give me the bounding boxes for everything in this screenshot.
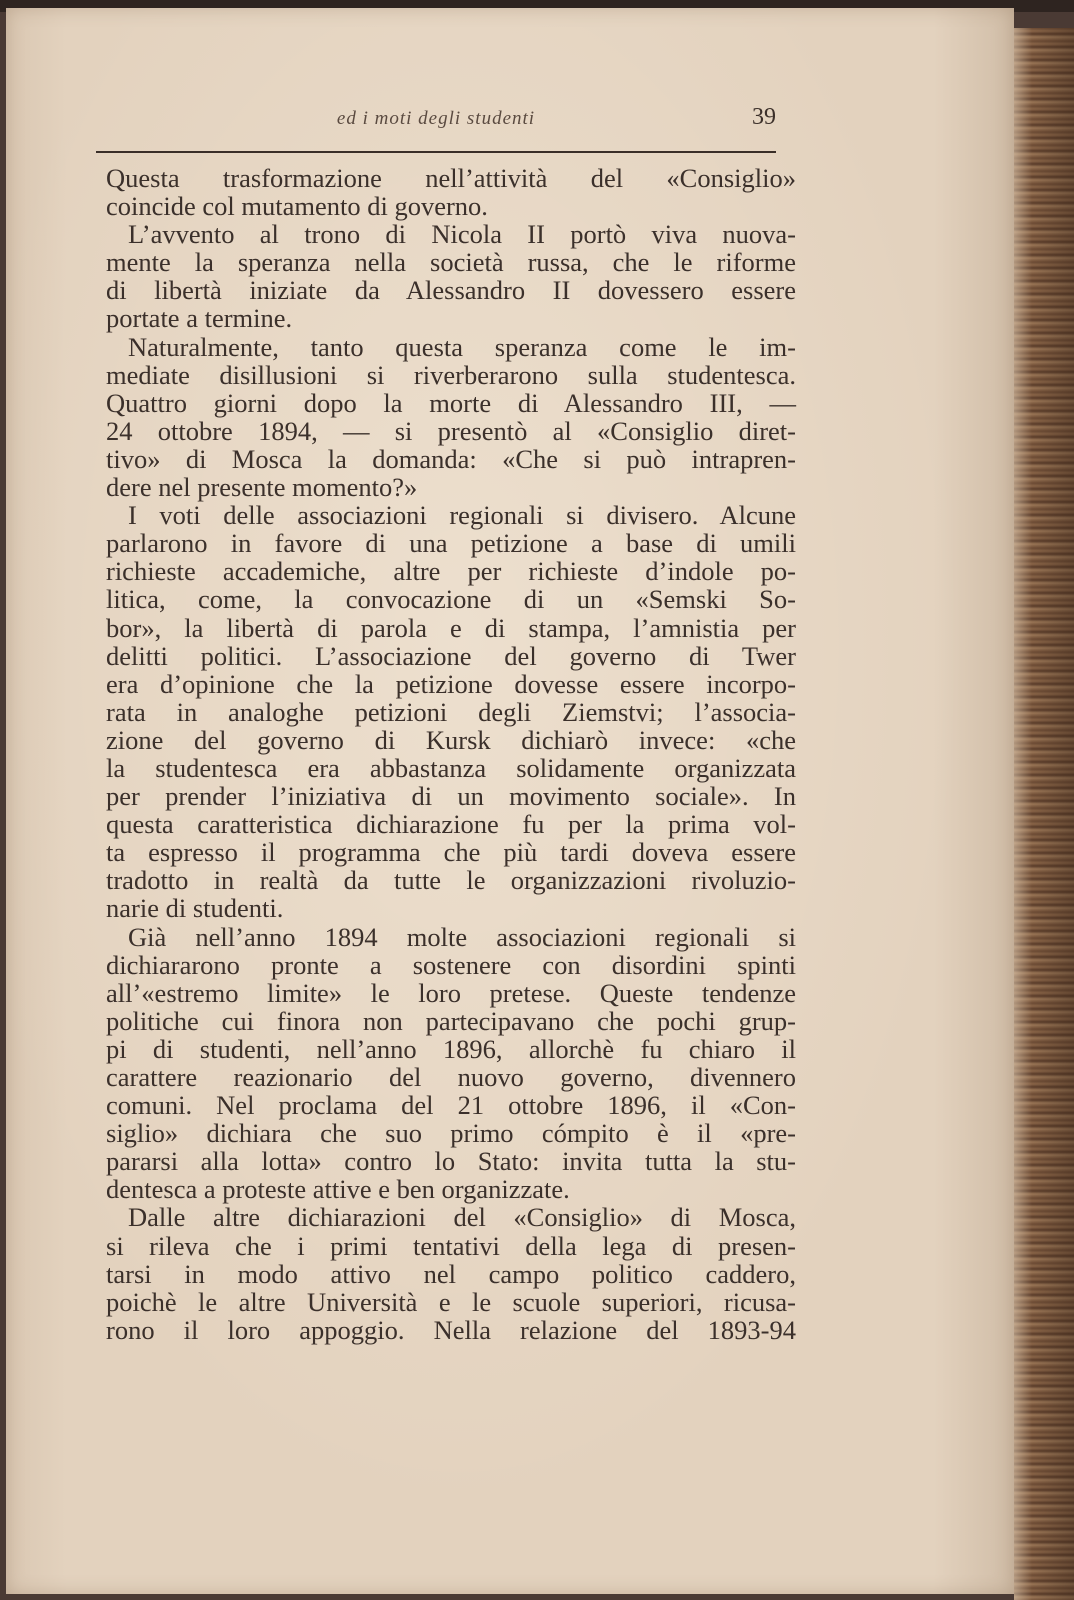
text-line: litica, come, la convocazione di un «Semski So- [106,584,796,615]
text-line: tarsi in modo attivo nel campo politico caddero, [106,1258,796,1289]
text-line: 24 ottobre 1894, — si presentò al «Consiglio diret- [106,415,796,446]
text-line: si rileva che i primi tentativi della lega di presen- [106,1230,796,1261]
text-line: Questa trasformazione nell’attività del «Consiglio» [106,163,796,193]
text-line: dere nel presente momento?» [106,472,418,503]
text-line: Dalle altre dichiarazioni del «Consiglio» di Mosca, [128,1202,796,1233]
text-line: all’«estremo limite» le loro pretese. Queste tendenze [106,977,796,1008]
text-line: questa caratteristica dichiarazione fu per la prima vol- [106,809,796,840]
text-line: dentesca a proteste attive e ben organizzate. [106,1174,570,1205]
text-line: siglio» dichiara che suo primo cómpito è il «pre- [106,1118,796,1149]
text-line: di libertà iniziate da Alessandro II dovessero essere [106,275,796,306]
text-line: rata in analoghe petizioni degli Ziemstvi; l’associa- [106,696,796,727]
text-line: narie di studenti. [106,893,284,924]
text-line: carattere reazionario del nuovo governo, divennero [106,1062,796,1092]
running-head: ed i moti degli studenti [336,108,536,129]
text-line: poichè le altre Università e le scuole superiori, ricusa- [106,1286,796,1317]
text-line: portate a termine. [106,303,293,334]
text-line: coincide col mutamento di governo. [106,191,488,222]
text-line: mente la speranza nella società russa, che le riforme [106,247,796,278]
text-line: dichiararono pronte a sostenere con disordini spinti [106,949,796,980]
text-line: comuni. Nel proclama del 21 ottobre 1896, il «Con- [106,1090,796,1121]
text-line: I voti delle associazioni regionali si divisero. Alcune [128,500,796,531]
text-line: Naturalmente, tanto questa speranza come le im- [128,331,796,362]
text-line: era d’opinione che la petizione dovesse essere incorpo- [106,668,796,699]
header-rule [96,151,776,153]
text-line: bor», la libertà di parola e di stampa, l’amnistia per [106,612,796,643]
text-line: tradotto in realtà da tutte le organizzazioni rivoluzio- [106,865,796,896]
text-line: zione del governo di Kursk dichiarò invece: «che [106,724,796,755]
book-spine [1014,28,1074,1600]
body-text [106,164,796,1344]
text-line: politiche cui finora non partecipavano che pochi grup- [106,1005,796,1036]
text-line: tivo» di Mosca la domanda: «Che si può intrapren- [106,443,796,474]
text-line: Quattro giorni dopo la morte di Alessandro III, — [106,387,796,418]
text-line: la studentesca era abbastanza solidamente organizzata [106,752,796,783]
text-line: pi di studenti, nell’anno 1896, allorchè fu chiaro il [106,1033,796,1064]
text-line: Già nell’anno 1894 molte associazioni regionali si [128,921,796,952]
text-line: per prender l’iniziativa di un movimento sociale». In [106,781,796,812]
text-line: pararsi alla lotta» contro lo Stato: invita tutta la stu- [106,1146,796,1177]
text-line: delitti politici. L’associazione del governo di Twer [106,640,796,671]
text-line: mediate disillusioni si riverberarono sulla studentesca. [106,359,796,390]
text-line: parlarono in favore di una petizione a base di umili [106,528,796,559]
page-number: 39 [752,104,776,130]
page-header [96,102,776,138]
text-line: ta espresso il programma che più tardi doveva essere [106,837,796,868]
text-line: L’avvento al trono di Nicola II portò viva nuova- [128,219,796,250]
text-line: rono il loro appoggio. Nella relazione del 1893-94 [106,1314,796,1345]
text-line: richieste accademiche, altre per richieste d’indole po- [106,556,796,587]
